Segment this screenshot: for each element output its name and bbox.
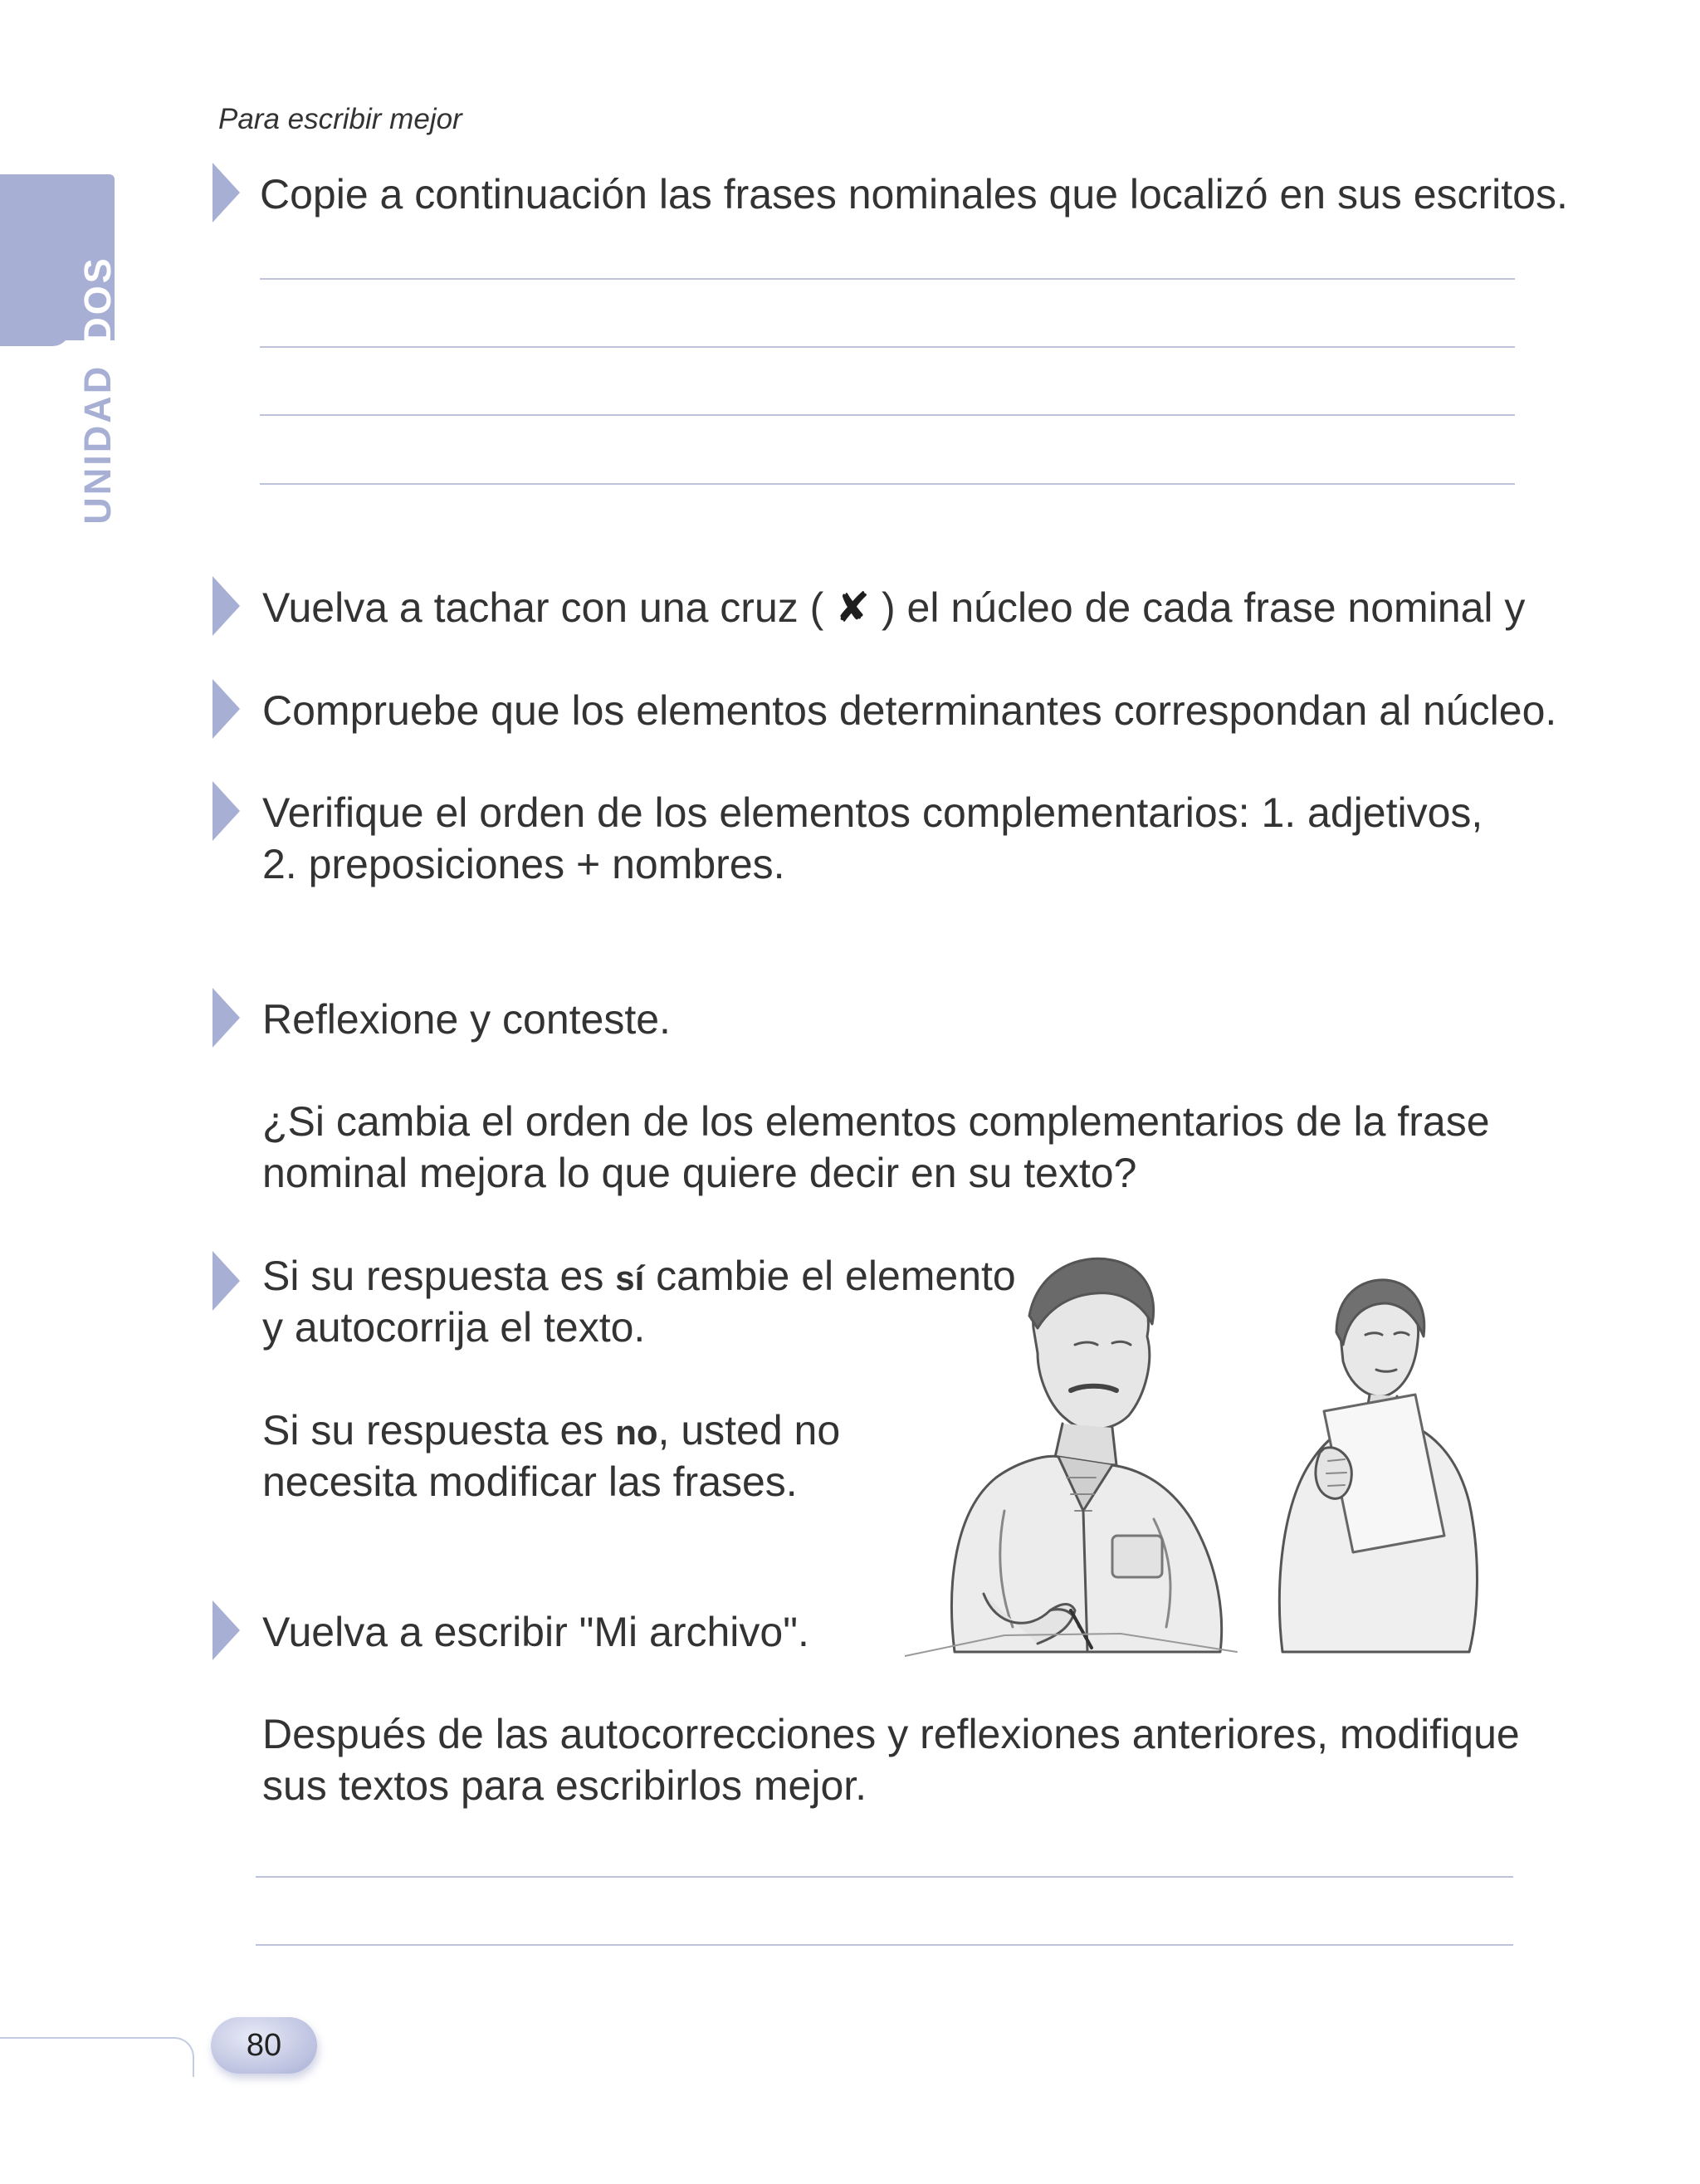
cross-text-before: Vuelva a tachar con una cruz (	[262, 584, 836, 631]
unit-label-unidad: UNIDAD	[76, 364, 119, 525]
answer-yes-line1	[262, 1250, 1016, 1304]
cross-text-after: ) el núcleo de cada frase nominal y	[870, 584, 1526, 631]
no-word: no	[615, 1413, 658, 1452]
bullet-arrow-icon	[212, 163, 240, 222]
answer-yes-line2: y autocorrija el texto.	[262, 1304, 646, 1351]
question-line1: ¿Si cambia el orden de los elementos complementarios de la frase	[262, 1098, 1490, 1145]
answer-no-line2: necesita modificar las frases.	[262, 1458, 798, 1505]
no-text-before: Si su respuesta es	[262, 1407, 616, 1454]
unit-tab-notch	[0, 328, 71, 346]
answer-no-line1	[262, 1405, 840, 1458]
answer-line-5[interactable]	[256, 1876, 1513, 1878]
bullet-arrow-icon	[212, 1600, 240, 1660]
bullet-arrow-icon	[212, 679, 240, 739]
cross-mark-icon: ✘	[835, 584, 871, 631]
answer-line-4[interactable]	[260, 483, 1515, 485]
question-line2: nominal mejora lo que quiere decir en su texto?	[262, 1150, 1137, 1196]
running-header: Para escribir mejor	[218, 103, 462, 135]
instruction-cross	[262, 582, 1525, 633]
instruction-verify-line2: 2. preposiciones + nombres.	[262, 841, 785, 887]
instruction-reflect: Reflexione y conteste.	[262, 996, 671, 1043]
bullet-arrow-icon	[212, 988, 240, 1048]
answer-line-1[interactable]	[260, 278, 1515, 280]
answer-line-3[interactable]	[260, 414, 1515, 416]
yes-text-before: Si su respuesta es	[262, 1253, 616, 1299]
instruction-rewrite: Vuelva a escribir "Mi archivo".	[262, 1609, 809, 1655]
instruction-copy: Copie a continuación las frases nominales que localizó en sus escritos.	[260, 171, 1568, 217]
footer-rule	[0, 2037, 194, 2077]
page-number: 80	[246, 2028, 282, 2063]
bullet-arrow-icon	[212, 1251, 240, 1311]
unit-label	[76, 256, 120, 525]
answer-line-2[interactable]	[260, 346, 1515, 348]
bullet-arrow-icon	[212, 781, 240, 841]
instruction-verify-line1: Verifique el orden de los elementos complementarios: 1. adjetivos,	[262, 789, 1483, 836]
unit-label-dos: DOS	[76, 256, 119, 344]
answer-line-6[interactable]	[256, 1944, 1513, 1946]
no-text-after: , usted no	[657, 1407, 841, 1454]
bullet-arrow-icon	[212, 576, 240, 636]
instruction-check: Compruebe que los elementos determinantes correspondan al núcleo.	[262, 687, 1557, 734]
yes-word: sí	[615, 1258, 645, 1297]
illustration-two-people-reading-icon	[905, 1237, 1502, 1660]
instruction-after-line2: sus textos para escribirlos mejor.	[262, 1762, 867, 1809]
instruction-after-line1: Después de las autocorrecciones y reflexiones anteriores, modifique	[262, 1711, 1520, 1757]
yes-text-after: cambie el elemento	[644, 1253, 1016, 1299]
